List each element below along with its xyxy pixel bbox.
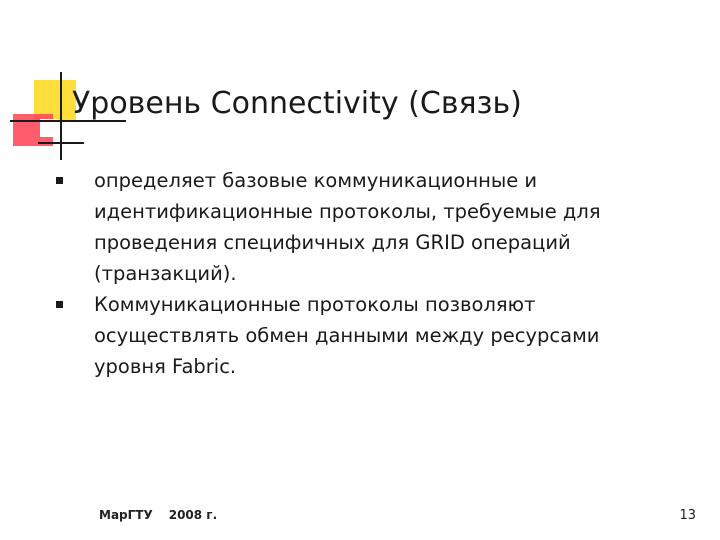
footer-left	[99, 508, 217, 522]
square-bullet-icon	[56, 301, 63, 308]
footer-year: 2008 г.	[168, 508, 218, 522]
page-number: 13	[679, 508, 696, 523]
bullet-item	[54, 289, 674, 382]
bullet-item	[54, 165, 674, 289]
slide-title: Уровень Connectivity (Связь)	[72, 86, 522, 121]
bullet-text: Коммуникационные протоколы позволяют осуществлять обмен данными между ресурсами уровня Fabric.	[94, 293, 600, 378]
square-bullet-icon	[56, 177, 63, 184]
bullet-list	[54, 165, 674, 382]
bullet-text: определяет базовые коммуникационные и идентификационные протоколы, требуемые для проведения специфичных для GRID операций (транзакций).	[94, 169, 601, 285]
footer-org: МарГТУ	[99, 508, 153, 522]
